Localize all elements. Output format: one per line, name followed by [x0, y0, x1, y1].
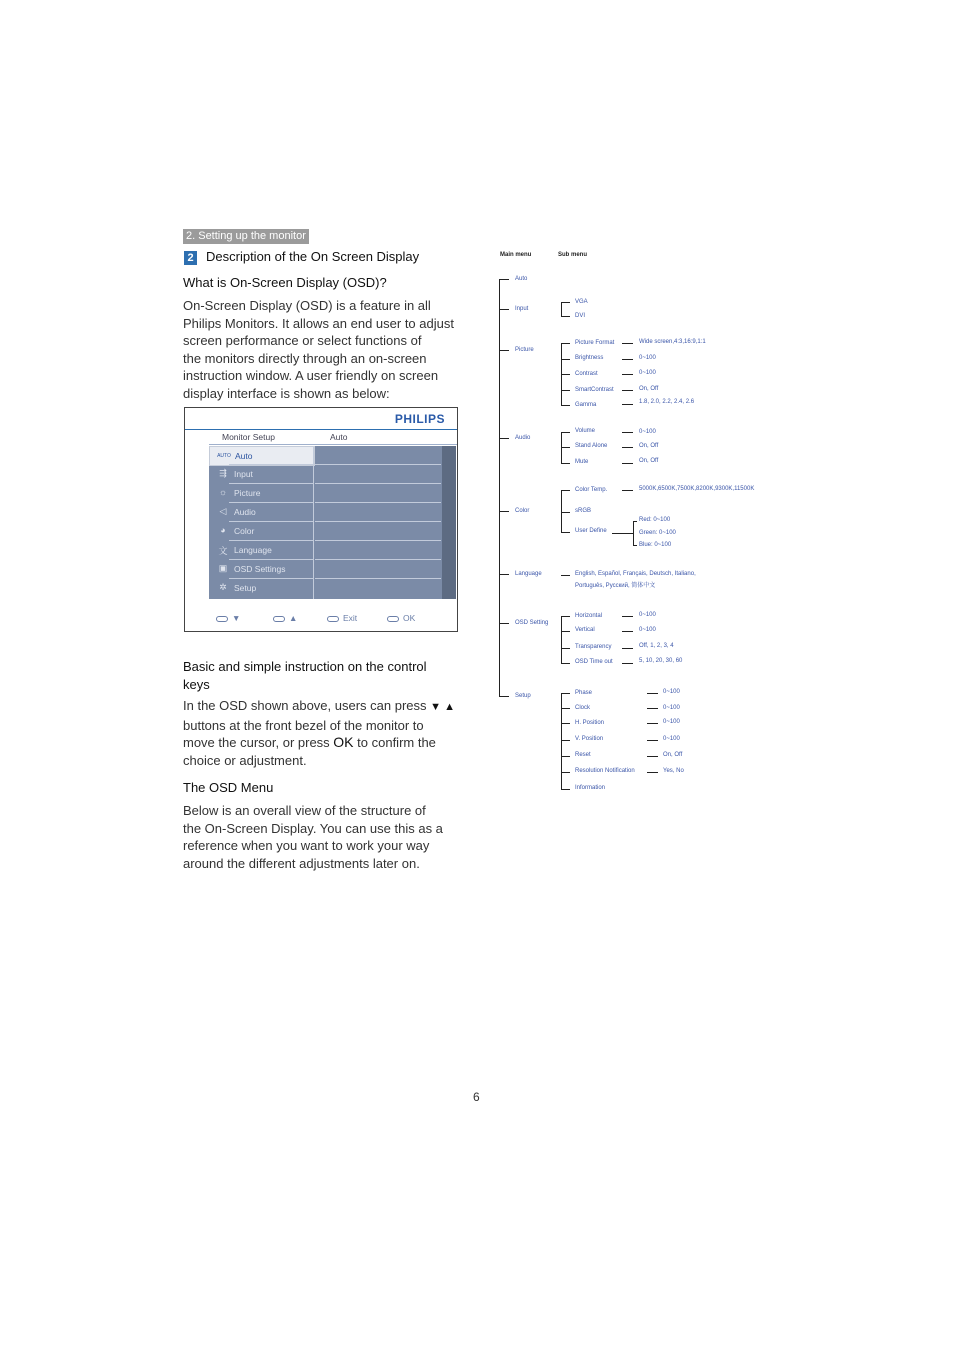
sub-item-dvi: DVI: [575, 313, 586, 319]
osd-item-auto[interactable]: [209, 446, 315, 466]
value-color-temp: 5000K,6500K,7500K,8200K,9300K,11500K: [639, 486, 755, 492]
osd-item-label: OSD Settings: [234, 564, 286, 574]
main-menu-header: Main menu: [500, 252, 532, 258]
osd-item-label: Color: [234, 526, 255, 536]
tree-branch: [561, 359, 570, 360]
osd-item-label: Language: [234, 545, 272, 555]
osd-menu-line: the On-Screen Display. You can use this as a: [183, 820, 443, 836]
value-volume: 0~100: [639, 429, 656, 435]
tree-branch: [561, 390, 570, 391]
value-dash: [622, 404, 633, 405]
separator: [229, 578, 313, 579]
group-line: [561, 432, 562, 464]
tree-branch: [561, 490, 570, 491]
osd-header-right: Auto: [330, 432, 348, 442]
value-dash: [612, 533, 634, 534]
sub-item-phase: Phase: [575, 690, 593, 696]
value-osd-time-out: 5, 10, 20, 30, 60: [639, 658, 683, 664]
tree-branch: [561, 575, 570, 576]
value-green: Green: 0~100: [639, 530, 676, 536]
value-languages-line2: Português, Русский, 简体中文: [575, 583, 656, 589]
osd-intro-line: Philips Monitors. It allows an end user to adjust: [183, 315, 454, 331]
value-resolution-notification: Yes, No: [663, 768, 684, 774]
sub-item-vertical: Vertical: [575, 627, 595, 633]
sub-item-clock: Clock: [575, 705, 591, 711]
sub-item-vga: VGA: [575, 299, 588, 305]
osd-item-label: Picture: [234, 488, 261, 498]
value-dash: [622, 631, 633, 632]
speaker-icon: ◁: [219, 506, 227, 516]
sub-item-transparency: Transparency: [575, 644, 612, 650]
value-reset: On, Off: [663, 752, 683, 758]
control-keys-line: buttons at the front bezel of the monitor to: [183, 717, 424, 733]
separator: [315, 540, 441, 541]
main-item-language: Language: [515, 571, 542, 577]
osd-menu-title: The OSD Menu: [183, 780, 274, 795]
osd-item-picture[interactable]: [209, 484, 313, 502]
sub-item-v-position: V. Position: [575, 736, 604, 742]
main-item-input: Input: [515, 306, 529, 312]
tree-branch: [561, 532, 570, 533]
tree-branch: [499, 309, 509, 310]
osd-intro-line: the monitors directly through an on-screen: [183, 350, 427, 366]
value-mute: On, Off: [639, 458, 659, 464]
osd-menu-panel: [209, 446, 456, 599]
tree-branch: [561, 432, 570, 433]
value-dash: [622, 390, 633, 391]
tree-branch: [561, 708, 570, 709]
tree-branch: [561, 512, 570, 513]
sub-item-srgb: sRGB: [575, 508, 592, 514]
separator: [315, 578, 441, 579]
sub-item-brightness: Brightness: [575, 355, 604, 361]
auto-icon: AUTO: [217, 453, 231, 459]
value-dash: [622, 447, 633, 448]
sub-item-information: Information: [575, 785, 606, 791]
key-icon: [327, 616, 339, 622]
sub-item-stand-alone: Stand Alone: [575, 443, 608, 449]
control-keys-title-line: Basic and simple instruction on the control: [183, 659, 427, 674]
picture-icon: ☼: [218, 487, 228, 497]
exit-key[interactable]: [327, 613, 357, 623]
value-dash: [647, 708, 658, 709]
sub-item-reset: Reset: [575, 752, 591, 758]
osd-item-label: Input: [234, 469, 253, 479]
sub-item-horizontal: Horizontal: [575, 613, 603, 619]
key-icon: [387, 616, 399, 622]
separator: [229, 502, 313, 503]
value-smartcontrast: On, Off: [639, 386, 659, 392]
separator: [315, 483, 441, 484]
tree-branch: [561, 463, 570, 464]
tree-branch: [561, 631, 570, 632]
main-item-setup: Setup: [515, 693, 531, 699]
page-number: 6: [473, 1090, 480, 1104]
osd-menu-line: reference when you want to work your way: [183, 838, 430, 853]
value-dash: [647, 740, 658, 741]
control-keys-line: to confirm the: [357, 735, 436, 750]
down-arrow-icon: ▼: [232, 613, 241, 623]
osd-scroll-strip: [442, 446, 456, 599]
tree-branch: [561, 723, 570, 724]
osd-item-input[interactable]: [209, 465, 313, 483]
osd-item-audio[interactable]: [209, 503, 313, 521]
key-icon: [273, 616, 285, 622]
tree-branch: [561, 616, 570, 617]
tree-branch: [499, 623, 509, 624]
main-item-auto: Auto: [515, 276, 528, 282]
heading-number: 2: [184, 251, 197, 265]
main-item-picture: Picture: [515, 347, 534, 353]
value-blue: Blue: 0~100: [639, 542, 672, 548]
tree-branch: [561, 374, 570, 375]
value-dash: [622, 463, 633, 464]
value-dash: [622, 343, 633, 344]
arrow-keys-icon: ▼ ▲: [430, 701, 455, 713]
sub-item-volume: Volume: [575, 428, 596, 434]
value-dash: [622, 663, 633, 664]
up-arrow-icon: ▲: [289, 613, 298, 623]
value-brightness: 0~100: [639, 355, 656, 361]
group-line: [633, 521, 634, 546]
osd-header-left: Monitor Setup: [222, 432, 275, 442]
key-icon: [216, 616, 228, 622]
control-keys-title: [183, 658, 427, 693]
control-keys-line: In the OSD shown above, users can press: [183, 698, 427, 713]
osd-item-osd-settings[interactable]: [209, 560, 313, 578]
value-v-position: 0~100: [663, 736, 680, 742]
value-clock: 0~100: [663, 705, 680, 711]
osd-item-label: Setup: [234, 583, 257, 593]
value-red: Red: 0~100: [639, 517, 671, 523]
control-keys-line: choice or adjustment.: [183, 752, 307, 768]
tree-branch: [561, 447, 570, 448]
sub-item-resolution-notification: Resolution Notification: [575, 768, 635, 774]
ok-word: OK: [333, 734, 354, 750]
up-key[interactable]: [273, 613, 297, 623]
sub-item-gamma: Gamma: [575, 402, 597, 408]
separator: [229, 464, 313, 465]
osd-menu-line: around the different adjustments later on.: [183, 855, 420, 871]
group-line: [561, 616, 562, 664]
tree-branch: [499, 511, 509, 512]
value-gamma: 1.8, 2.0, 2.2, 2.4, 2.6: [639, 399, 695, 405]
tree-branch: [499, 696, 509, 697]
tree-branch: [499, 279, 509, 280]
value-horizontal: 0~100: [639, 612, 656, 618]
tree-branch: [561, 316, 570, 317]
osd-item-label: Audio: [234, 507, 256, 517]
value-dash: [622, 616, 633, 617]
tree-branch: [561, 343, 570, 344]
osd-intro-text: [183, 297, 454, 402]
value-dash: [647, 772, 658, 773]
main-item-color: Color: [515, 508, 530, 514]
separator: [313, 446, 314, 599]
osd-menu-line: Below is an overall view of the structure of: [183, 803, 426, 818]
tree-branch: [499, 574, 509, 575]
tree-trunk: [499, 279, 500, 697]
osd-item-label: Auto: [235, 451, 253, 461]
osd-settings-icon: ▣: [218, 563, 228, 573]
value-h-position: 0~100: [663, 719, 680, 725]
value-dash: [647, 723, 658, 724]
divider: [185, 429, 457, 430]
osd-intro-line: display interface is shown as below:: [183, 385, 390, 401]
ok-label: OK: [403, 613, 416, 623]
color-icon: ◕: [220, 525, 226, 535]
divider: [209, 444, 457, 445]
sub-item-contrast: Contrast: [575, 371, 598, 377]
value-phase: 0~100: [663, 689, 680, 695]
osd-menu-text: [183, 802, 443, 872]
separator: [315, 559, 441, 560]
tree-branch: [561, 772, 570, 773]
tree-branch: [561, 740, 570, 741]
osd-item-setup[interactable]: [209, 579, 313, 597]
tree-branch: [561, 789, 570, 790]
tree-branch: [499, 438, 509, 439]
control-keys-line: move the cursor, or press: [183, 735, 330, 750]
osd-intro-line: On-Screen Display (OSD) is a feature in all: [183, 298, 431, 313]
value-dash: [622, 374, 633, 375]
separator: [229, 483, 313, 484]
value-dash: [622, 648, 633, 649]
value-picture-format: Wide screen,4:3,16:9,1:1: [639, 339, 706, 345]
sub-item-color-temp: Color Temp.: [575, 487, 608, 493]
tree-branch: [633, 521, 637, 522]
osd-intro-title: What is On-Screen Display (OSD)?: [183, 275, 387, 290]
control-keys-title-line: keys: [183, 676, 210, 692]
osd-intro-line: instruction window. A user friendly on screen: [183, 368, 439, 383]
tree-branch: [561, 756, 570, 757]
sub-item-picture-format: Picture Format: [575, 340, 615, 346]
osd-screenshot: [184, 407, 458, 632]
tree-branch: [561, 663, 570, 664]
tree-branch: [561, 693, 570, 694]
ok-key[interactable]: [387, 613, 415, 623]
tree-branch: [561, 302, 570, 303]
osd-item-language[interactable]: [209, 541, 313, 559]
separator: [229, 559, 313, 560]
value-dash: [622, 432, 633, 433]
value-transparency: Off, 1, 2, 3, 4: [639, 643, 674, 649]
separator: [315, 521, 441, 522]
tree-branch: [633, 545, 637, 546]
exit-label: Exit: [343, 613, 358, 623]
separator: [315, 464, 441, 465]
value-stand-alone: On, Off: [639, 443, 659, 449]
tree-branch: [561, 405, 570, 406]
control-keys-text: [183, 697, 455, 769]
value-dash: [622, 359, 633, 360]
down-key[interactable]: [216, 613, 240, 623]
sub-item-h-position: H. Position: [575, 720, 605, 726]
section-tag: 2. Setting up the monitor: [183, 229, 309, 244]
gear-icon: ✲: [219, 582, 227, 592]
separator: [315, 502, 441, 503]
main-item-audio: Audio: [515, 435, 531, 441]
input-icon: ⇶: [219, 468, 227, 478]
sub-item-osd-time-out: OSD Time out: [575, 659, 613, 665]
value-dash: [647, 693, 658, 694]
value-dash: [647, 756, 658, 757]
sub-item-mute: Mute: [575, 459, 589, 465]
heading-title: Description of the On Screen Display: [206, 249, 420, 264]
value-languages-line1: English, Español, Français, Deutsch, Italiano,: [575, 571, 696, 577]
group-line: [561, 302, 562, 317]
value-contrast: 0~100: [639, 370, 656, 376]
sub-menu-header: Sub menu: [558, 252, 588, 258]
osd-item-color[interactable]: [209, 522, 313, 540]
language-icon: 文: [218, 546, 228, 556]
sub-item-user-define: User Define: [575, 528, 607, 534]
value-dash: [622, 490, 633, 491]
separator: [229, 521, 313, 522]
tree-branch: [561, 648, 570, 649]
tree-branch: [499, 350, 509, 351]
philips-logo: PHILIPS: [394, 412, 445, 426]
value-vertical: 0~100: [639, 627, 656, 633]
osd-intro-line: screen performance or select functions of: [183, 333, 422, 348]
sub-item-smartcontrast: SmartContrast: [575, 387, 614, 393]
main-item-osd-setting: OSD Setting: [515, 620, 549, 626]
separator: [229, 540, 313, 541]
